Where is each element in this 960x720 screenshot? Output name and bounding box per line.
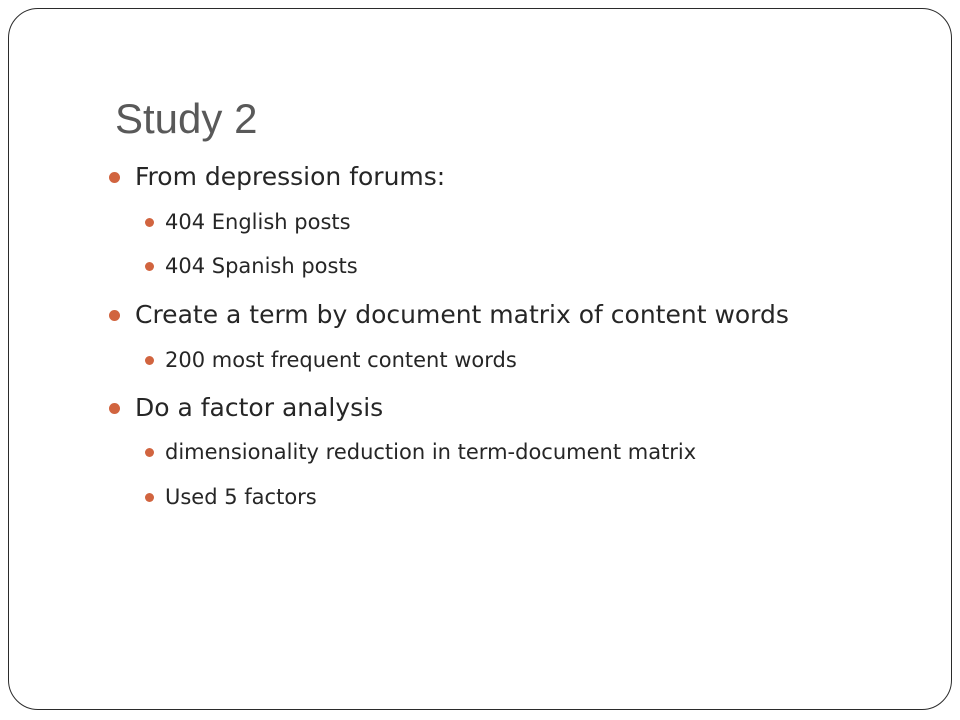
bullet-dot-icon	[109, 310, 120, 321]
bullet-dot-icon	[145, 262, 154, 271]
sub-bullet-item	[165, 485, 317, 509]
bullet-dot-icon	[145, 218, 154, 227]
bullet-text: 200 most frequent content words	[165, 348, 517, 372]
bullet-text: From depression forums:	[135, 162, 446, 191]
bullet-item	[135, 300, 789, 329]
bullet-dot-icon	[109, 172, 120, 183]
bullet-dot-icon	[145, 493, 154, 502]
bullet-item	[135, 162, 445, 191]
bullet-item	[135, 393, 383, 422]
sub-bullet-item	[165, 210, 351, 234]
bullet-text: Do a factor analysis	[135, 393, 384, 422]
bullet-text: dimensionality reduction in term-document matrix	[165, 440, 697, 464]
sub-bullet-item	[165, 440, 696, 464]
bullet-dot-icon	[145, 356, 154, 365]
bullet-dot-icon	[109, 403, 120, 414]
bullet-text: 404 Spanish posts	[165, 254, 358, 278]
bullet-text: Create a term by document matrix of content words	[135, 300, 789, 329]
bullet-text: Used 5 factors	[165, 485, 317, 509]
slide-title: Study 2	[115, 95, 258, 142]
bullet-text: 404 English posts	[165, 210, 351, 234]
sub-bullet-item	[165, 254, 358, 278]
sub-bullet-item	[165, 348, 517, 372]
bullet-dot-icon	[145, 448, 154, 457]
